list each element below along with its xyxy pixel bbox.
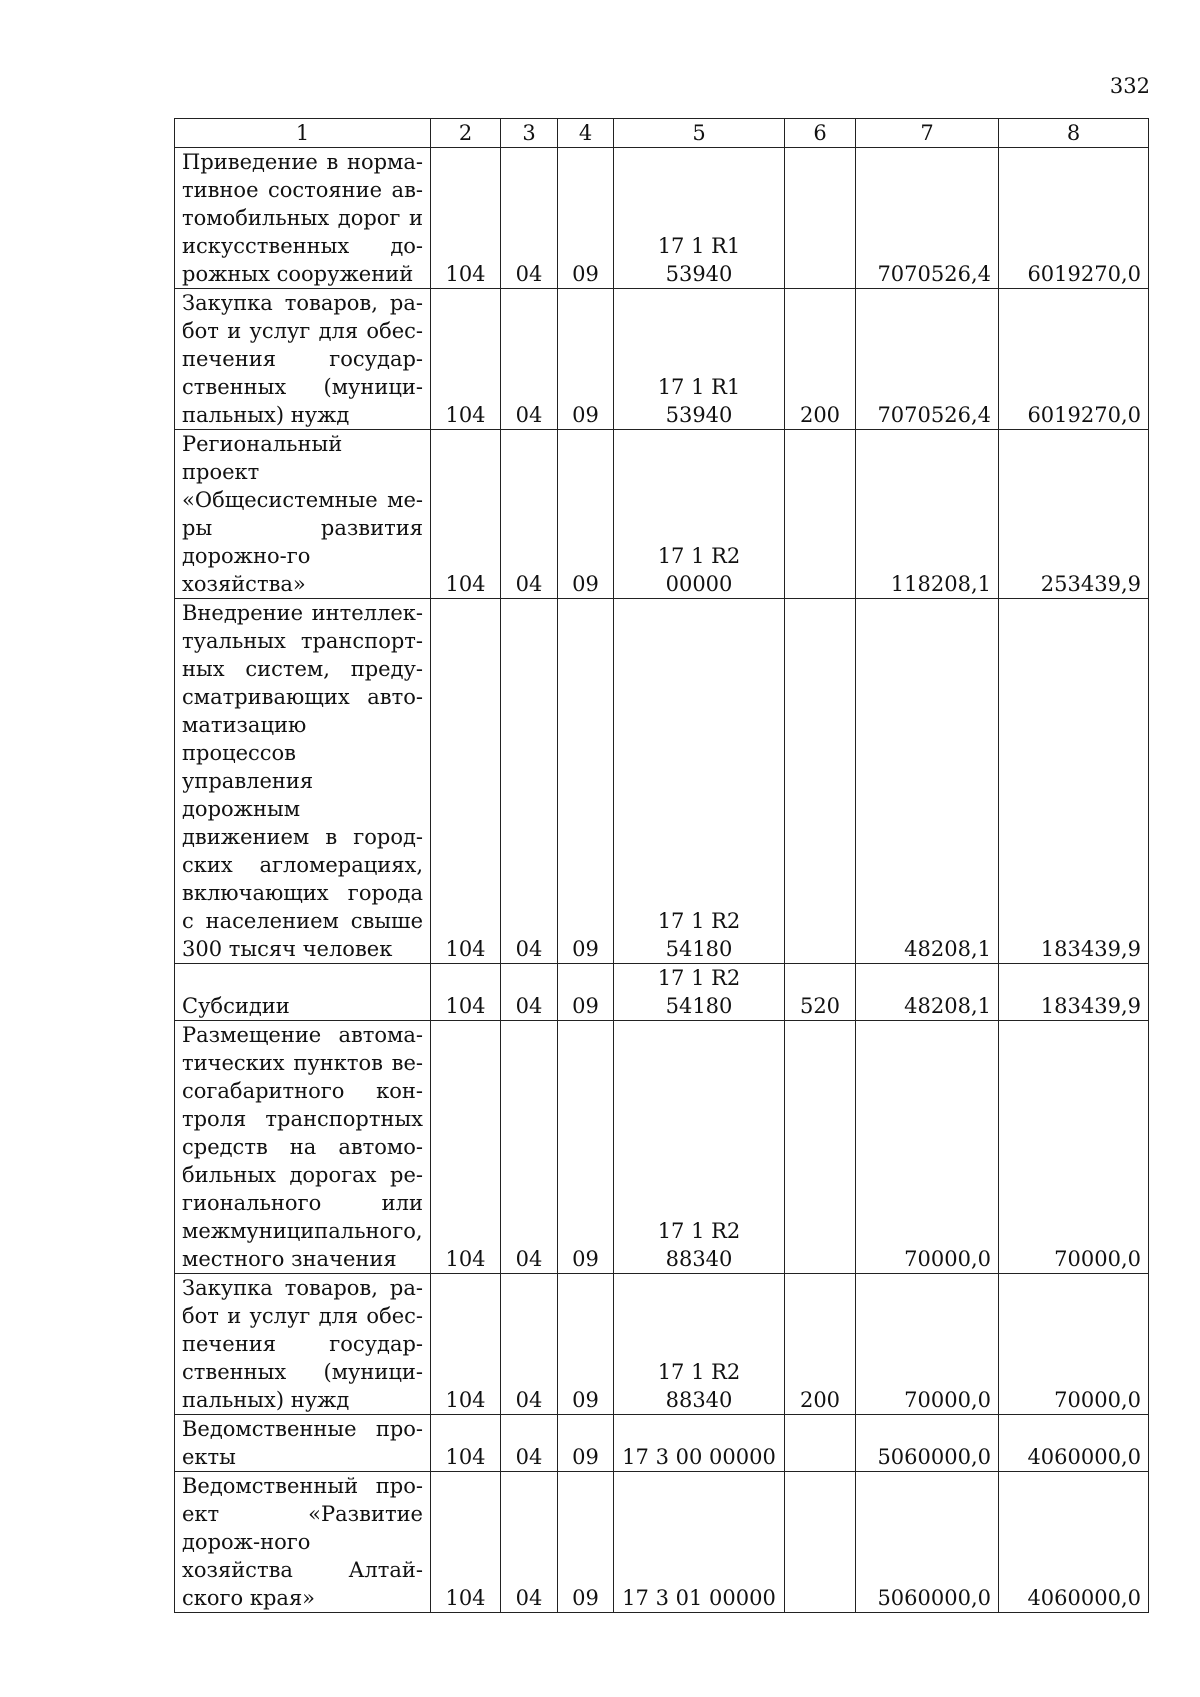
- row-col7-cell: 7070526,4: [856, 289, 999, 430]
- row-col5-cell: 17 1 R2 00000: [614, 430, 785, 599]
- row-col3-cell: 04: [501, 289, 558, 430]
- header-col-7: 7: [856, 119, 999, 148]
- row-col8-cell: 70000,0: [999, 1021, 1149, 1274]
- row-col3-cell: 04: [501, 1274, 558, 1415]
- row-col7-cell: 70000,0: [856, 1274, 999, 1415]
- row-col6-cell: 520: [785, 964, 856, 1021]
- row-col4-cell: 09: [558, 1274, 614, 1415]
- row-col8-cell: 183439,9: [999, 964, 1149, 1021]
- header-col-5: 5: [614, 119, 785, 148]
- row-col2-cell: 104: [431, 1021, 501, 1274]
- row-col2-cell: 104: [431, 599, 501, 964]
- row-col4-cell: 09: [558, 289, 614, 430]
- row-col5-cell: 17 1 R2 88340: [614, 1274, 785, 1415]
- row-col8-cell: 183439,9: [999, 599, 1149, 964]
- row-col2-cell: 104: [431, 289, 501, 430]
- row-col3-cell: 04: [501, 148, 558, 289]
- row-col4-cell: 09: [558, 1472, 614, 1613]
- row-name-cell: Ведомственные про-екты: [175, 1415, 431, 1472]
- table-row: [175, 599, 1149, 964]
- row-col7-cell: 48208,1: [856, 964, 999, 1021]
- row-col7-cell: 7070526,4: [856, 148, 999, 289]
- row-name-cell: Региональный проект «Общесистемные ме-ры развития дорожно-го хозяйства»: [175, 430, 431, 599]
- row-col3-cell: 04: [501, 599, 558, 964]
- budget-table: [174, 118, 1149, 1613]
- row-col3-cell: 04: [501, 964, 558, 1021]
- row-col4-cell: 09: [558, 1415, 614, 1472]
- row-col5-cell: 17 1 R1 53940: [614, 289, 785, 430]
- row-col6-cell: 200: [785, 1274, 856, 1415]
- row-col2-cell: 104: [431, 1274, 501, 1415]
- table-row: [175, 148, 1149, 289]
- row-col8-cell: 70000,0: [999, 1274, 1149, 1415]
- row-col5-cell: 17 1 R2 54180: [614, 599, 785, 964]
- row-col3-cell: 04: [501, 430, 558, 599]
- row-col3-cell: 04: [501, 1472, 558, 1613]
- row-col5-cell: 17 3 01 00000: [614, 1472, 785, 1613]
- row-col4-cell: 09: [558, 964, 614, 1021]
- row-col6-cell: [785, 148, 856, 289]
- header-col-1: 1: [175, 119, 431, 148]
- row-col4-cell: 09: [558, 599, 614, 964]
- row-col4-cell: 09: [558, 1021, 614, 1274]
- row-name-cell: Внедрение интеллек-туальных транспорт-ных систем, преду-сматривающих авто-матизацию процессов управления дорожным движением в город-ских агломерациях, включающих города с населением свыше 300 тысяч человек: [175, 599, 431, 964]
- row-col7-cell: 5060000,0: [856, 1472, 999, 1613]
- header-col-2: 2: [431, 119, 501, 148]
- row-name-cell: Ведомственный про-ект «Развитие дорож-ного хозяйства Алтай-ского края»: [175, 1472, 431, 1613]
- table-body: [175, 148, 1149, 1613]
- table-row: [175, 289, 1149, 430]
- table-row: [175, 964, 1149, 1021]
- row-col2-cell: 104: [431, 1472, 501, 1613]
- row-name-cell: Приведение в норма-тивное состояние ав-томобильных дорог и искусственных до-рожных сооружений: [175, 148, 431, 289]
- row-col3-cell: 04: [501, 1415, 558, 1472]
- table-row: [175, 1021, 1149, 1274]
- header-col-8: 8: [999, 119, 1149, 148]
- table-row: [175, 1472, 1149, 1613]
- row-col2-cell: 104: [431, 1415, 501, 1472]
- row-col8-cell: 253439,9: [999, 430, 1149, 599]
- row-col5-cell: 17 1 R1 53940: [614, 148, 785, 289]
- row-col2-cell: 104: [431, 148, 501, 289]
- row-name-cell: Закупка товаров, ра-бот и услуг для обес-печения государ-ственных (муници-пальных) нужд: [175, 289, 431, 430]
- row-name-cell: Закупка товаров, ра-бот и услуг для обес-печения государ-ственных (муници-пальных) нужд: [175, 1274, 431, 1415]
- row-col7-cell: 5060000,0: [856, 1415, 999, 1472]
- row-col6-cell: [785, 1415, 856, 1472]
- row-col8-cell: 4060000,0: [999, 1415, 1149, 1472]
- row-col5-cell: 17 1 R2 88340: [614, 1021, 785, 1274]
- row-col3-cell: 04: [501, 1021, 558, 1274]
- row-col6-cell: 200: [785, 289, 856, 430]
- row-col8-cell: 6019270,0: [999, 289, 1149, 430]
- row-col7-cell: 48208,1: [856, 599, 999, 964]
- header-col-6: 6: [785, 119, 856, 148]
- row-col8-cell: 4060000,0: [999, 1472, 1149, 1613]
- row-col4-cell: 09: [558, 148, 614, 289]
- row-col6-cell: [785, 599, 856, 964]
- row-col4-cell: 09: [558, 430, 614, 599]
- table-row: [175, 1274, 1149, 1415]
- row-col7-cell: 118208,1: [856, 430, 999, 599]
- header-col-3: 3: [501, 119, 558, 148]
- table-row: [175, 430, 1149, 599]
- row-col5-cell: 17 1 R2 54180: [614, 964, 785, 1021]
- row-name-cell: Размещение автома-тических пунктов ве-согабаритного кон-троля транспортных средств на автомо-бильных дорогах ре-гионального или межмуниципального, местного значения: [175, 1021, 431, 1274]
- row-col7-cell: 70000,0: [856, 1021, 999, 1274]
- page-number: 332: [1109, 74, 1150, 98]
- row-col6-cell: [785, 1472, 856, 1613]
- row-col5-cell: 17 3 00 00000: [614, 1415, 785, 1472]
- row-col6-cell: [785, 430, 856, 599]
- row-name-cell: Субсидии: [175, 964, 431, 1021]
- table-row: [175, 1415, 1149, 1472]
- row-col2-cell: 104: [431, 430, 501, 599]
- header-col-4: 4: [558, 119, 614, 148]
- row-col2-cell: 104: [431, 964, 501, 1021]
- row-col6-cell: [785, 1021, 856, 1274]
- row-col8-cell: 6019270,0: [999, 148, 1149, 289]
- header-row: [175, 119, 1149, 148]
